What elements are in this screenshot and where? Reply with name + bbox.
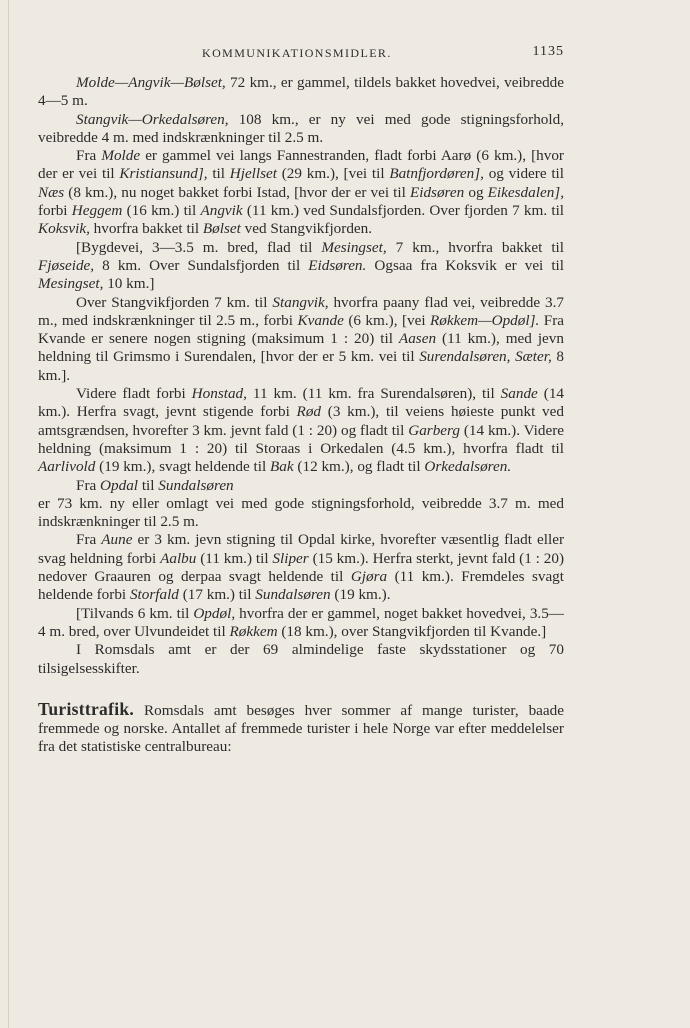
text-run: 108 km., er ny vei med gode stigningsforhold, veibredde 4 m. med indskrænkninger til 2.5 m.: [38, 110, 564, 146]
text-run: Fra: [76, 147, 102, 165]
text-run: Ogsaa fra Koksvik er vei til: [366, 256, 564, 274]
text-run: 11 km. (11 km. fra Surendalsøren), til: [246, 385, 501, 403]
place-name: Heggem: [71, 202, 123, 220]
place-name: Aune: [101, 531, 133, 549]
place-name: Batnfjordøren],: [389, 165, 484, 183]
text-run: (29 km.), [vei til: [277, 165, 390, 183]
text-run: ved Stangvikfjorden.: [240, 220, 373, 238]
text-run: til: [138, 476, 159, 494]
paragraph: [38, 74, 564, 111]
text-run: 72 km., er gammel, tildels bakket hovedvei, veibredde 4—5 m.: [38, 74, 564, 110]
text-run: (14 km.). Videre heldning (maksimum 1 : 20) til Storaas i Orkedalen (4.5 km.), hvorfra fladt til: [38, 421, 564, 457]
paragraph: [38, 385, 564, 476]
place-name: Stangvik,: [272, 293, 329, 311]
place-name: Eidsøren.: [308, 256, 367, 274]
text-run: (19 km.).: [330, 586, 391, 604]
text-run: til: [207, 165, 230, 183]
text-run: hvorfra der er gammel, noget bakket hovedvei, 3.5—4 m. bred, over Ulvundeidet til: [38, 604, 564, 640]
text-run: (12 km.), og fladt til: [293, 458, 425, 476]
place-name: Aarlivold: [38, 458, 96, 476]
place-name: Næs: [38, 183, 65, 201]
place-name: Garberg: [408, 421, 460, 439]
text-run: 8 km. Over Sundalsfjorden til: [94, 256, 309, 274]
text-run: Romsdals amt besøges hver sommer af mange turister, baade fremmede og norske. Antallet af fremmede turister i hele Norge var efter meddelelser fra det statistiske centralbureau:: [38, 701, 564, 756]
text-run: er 3 km. jevn stigning til Opdal kirke, hvorefter væsentlig fladt eller svag heldning forbi: [38, 531, 564, 567]
place-name: Kristiansund],: [119, 165, 208, 183]
text-run: hvorfra paany flad vei, veibredde 3.7 m., med indskrænkninger til 2.5 m., forbi: [38, 293, 564, 329]
place-name: Sundalsøren: [158, 476, 234, 494]
place-name: Hjellset: [229, 165, 277, 183]
text-run: og videre til: [483, 165, 564, 183]
text-run: Fra: [76, 476, 101, 494]
paragraph: [38, 239, 564, 294]
text-run: (16 km.) til: [122, 202, 201, 220]
text-run: (6 km.), [vei: [343, 311, 431, 329]
text-run: er 73 km. ny eller omlagt vei med gode stigningsforhold, veibredde 3.7 m. med indskrænkninger til 2.5 m.: [38, 494, 564, 531]
page-edge-line: [8, 0, 9, 1028]
section-paragraph-turisttrafik: [38, 700, 564, 757]
place-name: Opdal: [100, 476, 139, 494]
place-name: Gjøra: [350, 568, 388, 586]
text-run: (11 km.) ved Sundalsfjorden. Over fjorden 7 km. til: [242, 202, 565, 220]
text-run: hvorfra bakket til: [89, 220, 203, 238]
section-heading: Turisttrafik.: [38, 698, 135, 719]
text-run: 10 km.]: [103, 275, 155, 293]
paragraph: [38, 111, 564, 148]
text-run: er gammel vei langs Fannestranden, fladt forbi Aarø (6 km.), [hvor der er vei til: [38, 147, 564, 183]
text-run: og: [464, 183, 488, 201]
text-run: [Tilvands 6 km. til: [76, 604, 194, 622]
place-name: Aalbu: [160, 549, 197, 567]
place-name: Røkkem: [229, 622, 278, 640]
place-name: Molde—Angvik—Bølset,: [76, 74, 226, 91]
text-run: (11 km.). Fremdeles svagt heldende forbi: [38, 568, 565, 604]
paragraph: [38, 531, 564, 604]
header-title: KOMMUNIKATIONSMIDLER.: [202, 46, 392, 60]
paragraph: [38, 605, 564, 642]
place-name: Mesingset,: [321, 238, 387, 256]
text-run: (19 km.), svagt heldende til: [95, 458, 270, 476]
place-name: Rød: [296, 403, 322, 421]
text-run: I Romsdals amt er der 69 almindelige faste skydsstationer og 70 tilsigelsesskifter.: [38, 641, 564, 677]
paragraph: [38, 294, 564, 385]
text-run: Fra Kvande er senere nogen stigning (maksimum 1 : 20) til: [38, 311, 564, 348]
text-run: [Bygdevei, 3—3.5 m. bred, flad til: [76, 238, 322, 256]
place-name: Eikesdalen],: [487, 183, 564, 201]
place-name: Sliper: [272, 549, 309, 567]
place-name: Bølset: [202, 220, 241, 238]
paragraph: [38, 477, 564, 495]
place-name: Orkedalsøren.: [424, 458, 512, 476]
place-name: Stangvik—Orkedalsøren,: [76, 110, 229, 128]
place-name: Surendalsøren, Sæter,: [419, 348, 552, 366]
text-run: (11 km.), med jevn heldning til Grimsmo i Surendalen, [hvor der er 5 km. vei til: [38, 330, 564, 366]
place-name: Fjøseide,: [38, 256, 95, 274]
text-run: 7 km., hvorfra bakket til: [386, 238, 564, 256]
place-name: Bak: [270, 458, 294, 476]
place-name: Røkkem—Opdøl].: [430, 311, 540, 329]
place-name: Eidsøren: [409, 183, 465, 201]
place-name: Aasen: [398, 330, 437, 348]
text-run: 8 km.].: [38, 348, 565, 384]
place-name: Molde: [101, 147, 141, 165]
text-run: (15 km.). Herfra sterkt, jevnt fald (1 : 20) nedover Graauren og derpaa svagt heldende til: [38, 549, 564, 586]
text-run: forbi: [38, 202, 72, 220]
place-name: Sundalsøren: [255, 586, 331, 604]
paragraph: [38, 641, 564, 678]
text-run: (18 km.), over Stangvikfjorden til Kvande.]: [277, 622, 547, 640]
text-run: (17 km.) til: [178, 586, 256, 604]
place-name: Storfald: [129, 586, 179, 604]
place-name: Honstad,: [191, 385, 247, 403]
body-text: [38, 74, 564, 757]
paragraph: [38, 147, 564, 238]
place-name: Sande: [500, 385, 538, 403]
text-run: (14 km.). Herfra svagt, jevnt stigende forbi: [38, 385, 565, 421]
text-run: Videre fladt forbi: [76, 385, 192, 403]
text-run: (8 km.), nu noget bakket forbi Istad, [hvor der er vei til: [64, 183, 410, 201]
text-run: (3 km.), til veiens høieste punkt ved amtsgrændsen, hvorefter 3 km. jevnt fald (1 : 20) og fladt til: [38, 403, 564, 439]
text-run: Fra: [76, 531, 102, 549]
paragraph: [38, 495, 564, 532]
place-name: Kvande: [297, 311, 344, 329]
page-number: 1135: [532, 44, 564, 59]
place-name: Angvik: [200, 202, 243, 220]
place-name: Mesingset,: [38, 275, 104, 293]
place-name: Koksvik,: [38, 220, 90, 238]
place-name: Opdøl,: [193, 604, 236, 622]
text-run: (11 km.) til: [196, 549, 273, 567]
text-run: Over Stangvikfjorden 7 km. til: [76, 293, 273, 311]
